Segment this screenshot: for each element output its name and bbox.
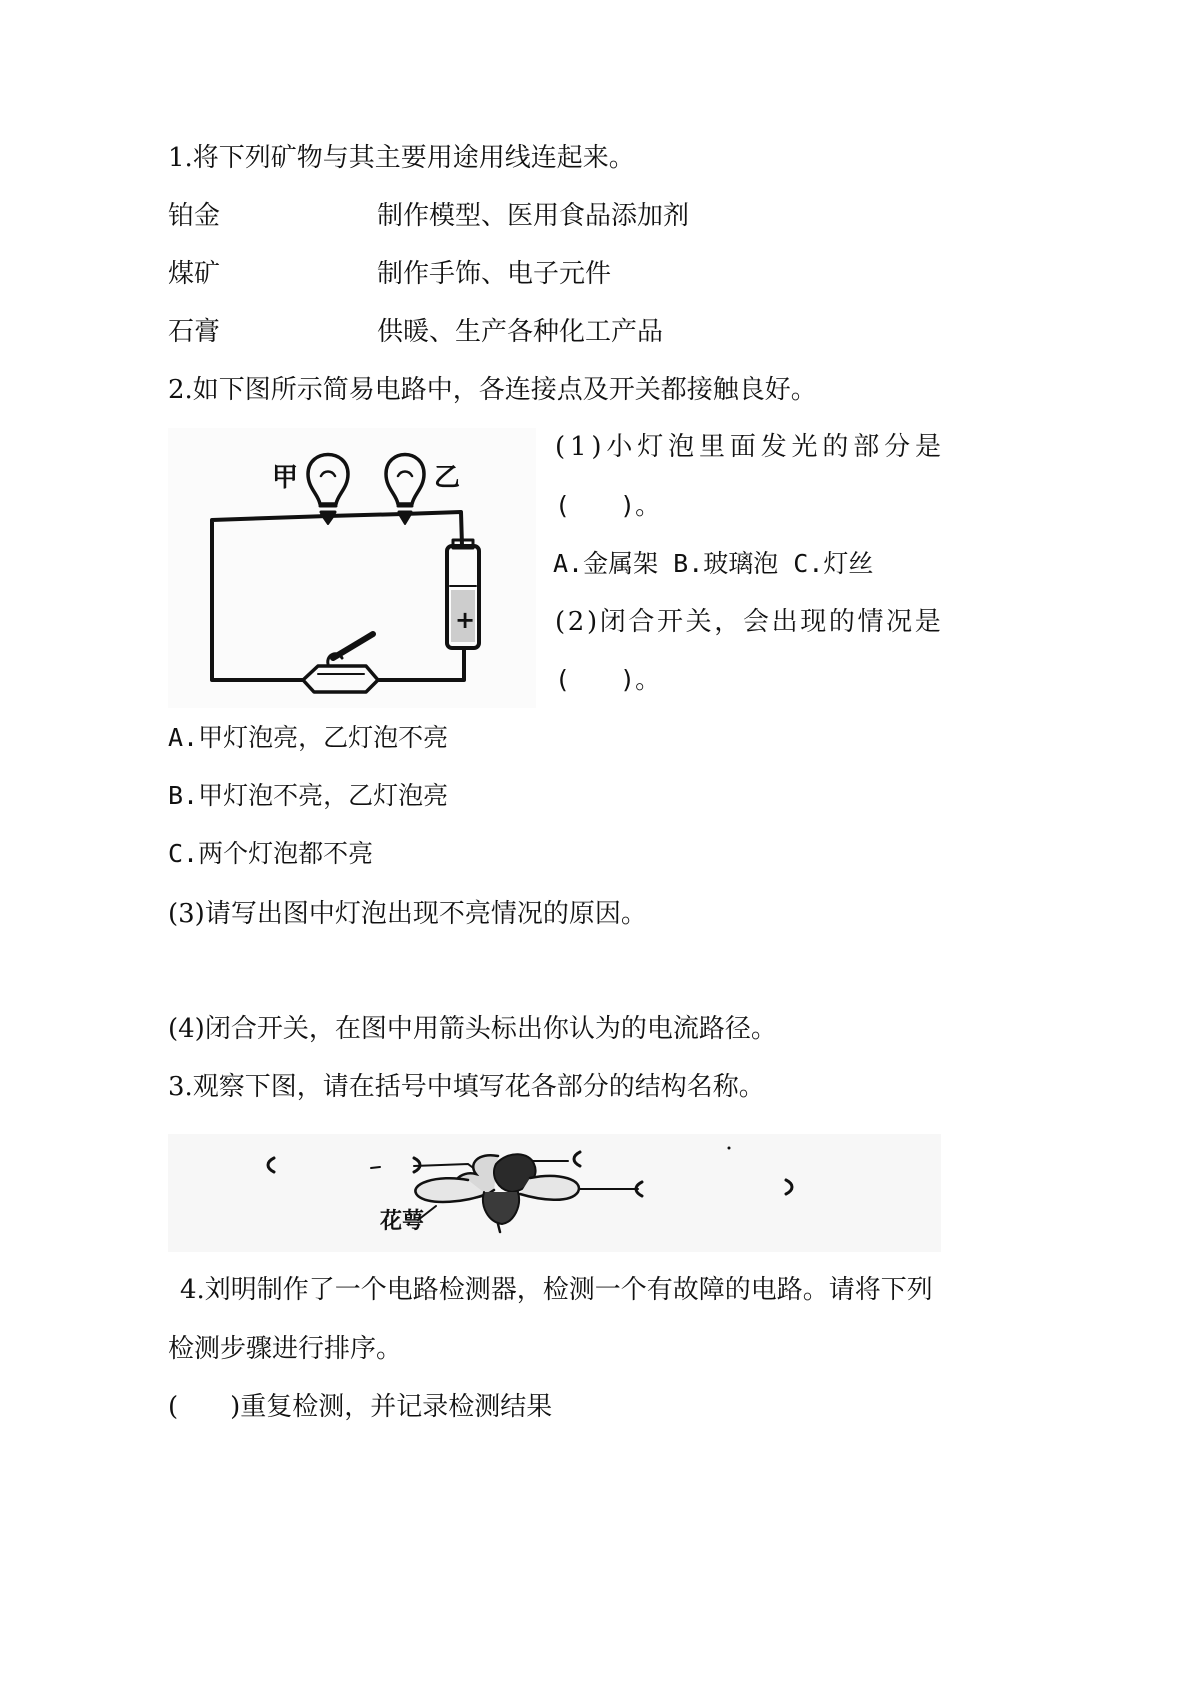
q2-option-a: A.甲灯泡亮，乙灯泡不亮 — [168, 723, 449, 752]
char: 发 — [760, 432, 787, 462]
q4-title-line2: 检测步骤进行排序。 — [168, 1334, 403, 1364]
mineral-2: 煤矿 — [168, 259, 221, 289]
label-yi: 乙 — [434, 463, 461, 493]
char: ) — [591, 432, 602, 462]
char: 分 — [884, 432, 911, 462]
q2-title: 2.如下图所示简易电路中，各连接点及开关都接触良好。 — [168, 375, 817, 405]
char: 是 — [914, 607, 941, 637]
char: 2 — [567, 607, 585, 637]
char: 的 — [828, 607, 855, 637]
char: 泡 — [668, 432, 695, 462]
calyx-label: 花萼 — [380, 1209, 425, 1234]
char: ( — [555, 607, 566, 637]
char: 关 — [685, 607, 712, 637]
char: 会 — [742, 607, 769, 637]
mineral-3: 石膏 — [168, 317, 221, 347]
char: ， — [714, 607, 741, 637]
q2-part1-blank: ( )。 — [555, 491, 661, 520]
q2-part1-line1 — [555, 430, 941, 464]
use-3: 供暖、生产各种化工产品 — [377, 317, 664, 347]
q2-part1-options: A.金属架 B.玻璃泡 C.灯丝 — [553, 549, 874, 578]
char: 部 — [853, 432, 880, 462]
char: 小 — [606, 432, 633, 462]
char: 闭 — [599, 607, 626, 637]
char: 情 — [857, 607, 884, 637]
char: 现 — [800, 607, 827, 637]
q2-option-c: C.两个灯泡都不亮 — [168, 839, 374, 868]
wire-top — [328, 512, 462, 546]
wire-right — [378, 648, 464, 680]
char: 合 — [628, 607, 655, 637]
q2-part3: (3)请写出图中灯泡出现不亮情况的原因。 — [168, 899, 647, 929]
char: 里 — [698, 432, 725, 462]
char: 面 — [729, 432, 756, 462]
char: 出 — [771, 607, 798, 637]
switch — [303, 634, 378, 692]
char: 况 — [886, 607, 913, 637]
char: ) — [586, 607, 598, 637]
char: ( — [555, 432, 566, 462]
char: 灯 — [637, 432, 664, 462]
char: 是 — [914, 432, 941, 462]
q3-title: 3.观察下图，请在括号中填写花各部分的结构名称。 — [168, 1072, 765, 1102]
char: 光 — [791, 432, 818, 462]
q2-part2-line1 — [555, 605, 941, 639]
battery-plus: + — [455, 606, 476, 634]
label-jia: 甲 — [272, 463, 299, 493]
mineral-1: 铂金 — [168, 201, 221, 231]
q2-part2-blank: ( )。 — [555, 665, 661, 694]
char: 的 — [822, 432, 849, 462]
char: 1 — [570, 432, 587, 462]
flower-figure — [168, 1134, 941, 1252]
use-2: 制作手饰、电子元件 — [377, 259, 612, 289]
q2-option-b: B.甲灯泡不亮，乙灯泡亮 — [168, 781, 449, 810]
q4-step-1: ( )重复检测，并记录检测结果 — [168, 1392, 553, 1422]
q2-part4: (4)闭合开关，在图中用箭头标出你认为的电流路径。 — [168, 1014, 777, 1044]
char: 开 — [657, 607, 684, 637]
bulb-jia — [308, 455, 348, 525]
bracket-3 — [574, 1152, 580, 1166]
q1-title: 1.将下列矿物与其主要用途用线连起来。 — [168, 143, 635, 173]
wire-left — [212, 516, 328, 680]
q4-title-line1: 4.刘明制作了一个电路检测器，检测一个有故障的电路。请将下列 — [180, 1275, 933, 1305]
bracket-5 — [786, 1180, 792, 1194]
bracket-1 — [268, 1158, 274, 1172]
circuit-figure — [168, 428, 536, 708]
use-1: 制作模型、医用食品添加剂 — [377, 201, 690, 231]
